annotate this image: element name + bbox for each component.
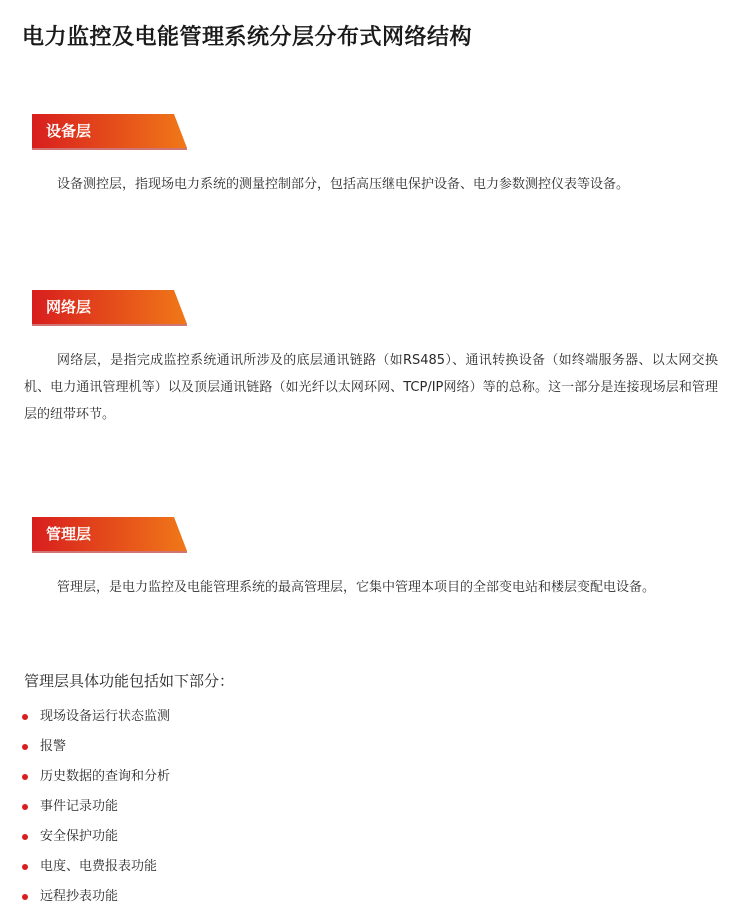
bullet-dot-icon <box>22 894 28 900</box>
bullet-dot-icon <box>22 804 28 810</box>
section-body-network-layer: 网络层，是指完成监控系统通讯所涉及的底层通讯链路（如RS485）、通讯转换设备（如终端服务器、以太网交换机、电力通讯管理机等）以及顶层通讯链路（如光纤以太网环网、TCP/IP网络）等的总称。这一部分是连接现场层和管理层的纽带环节。 <box>24 353 718 422</box>
list-item <box>20 822 170 852</box>
list-item <box>20 762 170 792</box>
list-item-label: 现场设备运行状态监测 <box>40 709 171 724</box>
section-tag-management-layer <box>32 517 187 553</box>
bullet-dot-icon <box>22 714 28 720</box>
functions-heading: 管理层具体功能包括如下部分： <box>24 672 235 690</box>
list-item-label: 电度、电费报表功能 <box>40 859 158 874</box>
list-item-label: 安全保护功能 <box>40 829 119 844</box>
list-item <box>20 882 170 912</box>
bullet-dot-icon <box>22 864 28 870</box>
section-tag-label: 网络层 <box>46 298 92 316</box>
list-item-label: 报警 <box>40 739 67 754</box>
list-item <box>20 792 170 822</box>
list-item <box>20 732 170 762</box>
list-item-label: 远程抄表功能 <box>40 889 119 904</box>
section-tag-network-layer <box>32 290 187 326</box>
function-list <box>20 702 170 912</box>
bullet-dot-icon <box>22 774 28 780</box>
list-item <box>20 852 170 882</box>
bullet-dot-icon <box>22 744 28 750</box>
section-tag-label: 管理层 <box>46 525 92 543</box>
list-item-label: 事件记录功能 <box>40 799 119 814</box>
section-body-management-layer: 管理层，是电力监控及电能管理系统的最高管理层，它集中管理本项目的全部变电站和楼层变配电设备。 <box>57 580 656 595</box>
section-body-device-layer: 设备测控层，指现场电力系统的测量控制部分，包括高压继电保护设备、电力参数测控仪表等设备。 <box>57 177 630 192</box>
list-item <box>20 702 170 732</box>
bullet-dot-icon <box>22 834 28 840</box>
list-item-label: 历史数据的查询和分析 <box>40 769 171 784</box>
section-tag-device-layer <box>32 114 187 150</box>
section-tag-label: 设备层 <box>46 122 92 140</box>
page-title: 电力监控及电能管理系统分层分布式网络结构 <box>22 25 473 50</box>
